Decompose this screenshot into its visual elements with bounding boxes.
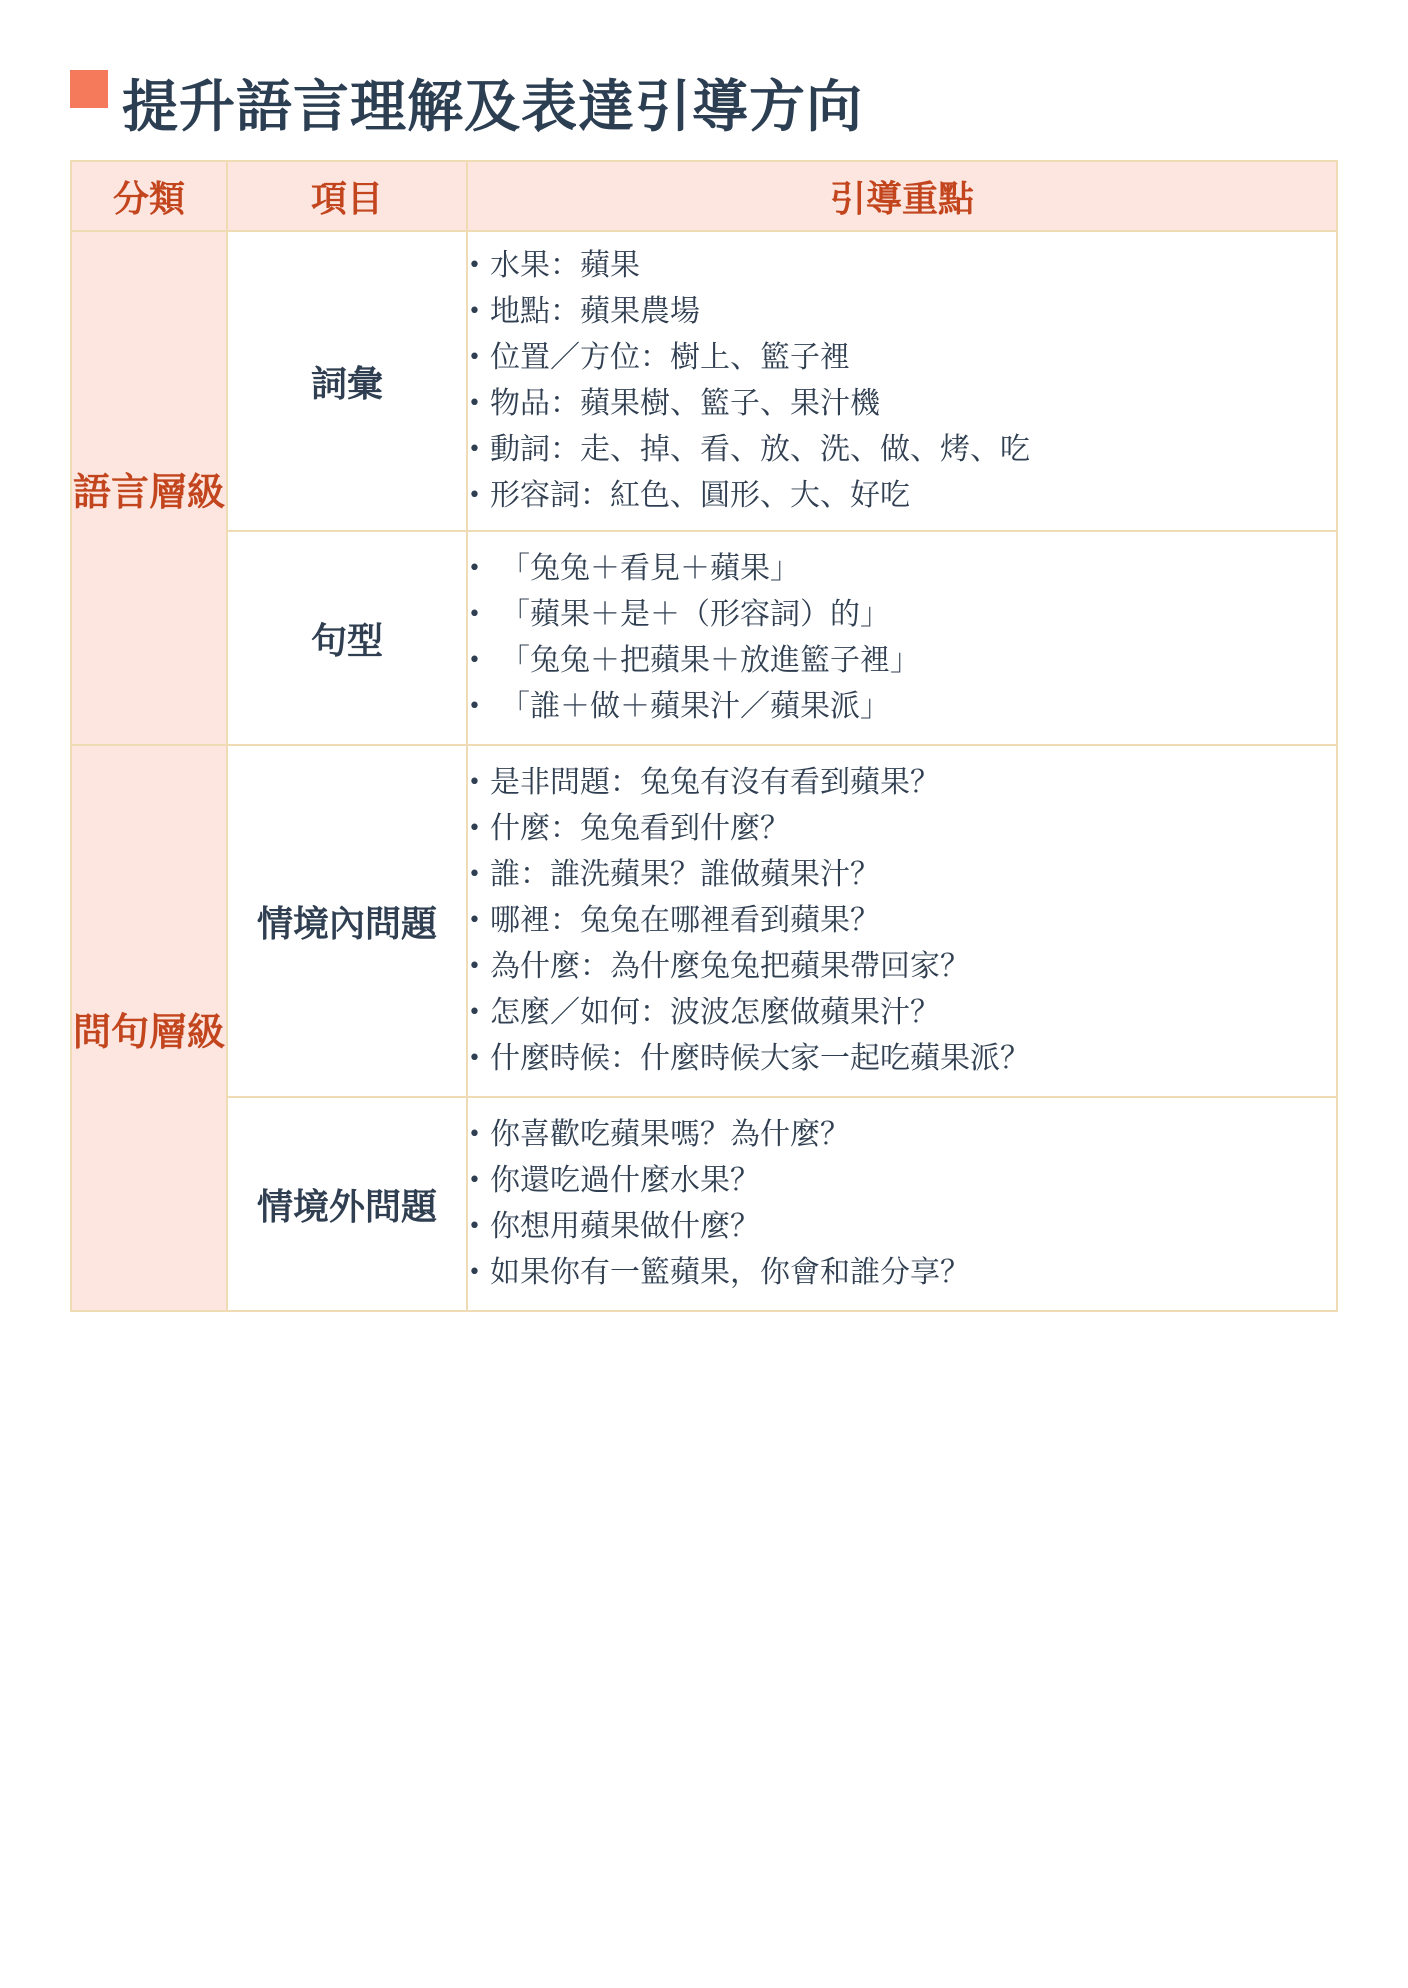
- item-vocabulary: 詞彙: [227, 231, 467, 531]
- point-item: [468, 1112, 1336, 1158]
- guide-table: [70, 160, 1338, 1312]
- bullet-icon: •: [468, 1046, 481, 1071]
- bullet-icon: •: [468, 602, 481, 627]
- point-item: [468, 760, 1336, 806]
- point-text: 什麼時候：什麼時候大家一起吃蘋果派？: [490, 1041, 1030, 1076]
- point-item: [468, 852, 1336, 898]
- title-accent-square: [70, 70, 108, 108]
- point-item: [468, 944, 1336, 990]
- point-item: [468, 990, 1336, 1036]
- point-text: 「蘋果＋是＋（形容詞）的」: [500, 597, 890, 632]
- point-text: 位置／方位：樹上、籃子裡: [490, 340, 850, 375]
- point-item: [468, 684, 1336, 730]
- points-sentence-pattern: [467, 531, 1337, 745]
- bullet-icon: •: [468, 694, 481, 719]
- page-title: 提升語言理解及表達引導方向: [122, 75, 863, 140]
- point-item: [468, 1250, 1336, 1296]
- point-text: 「兔兔＋看見＋蘋果」: [500, 551, 800, 586]
- point-item: [468, 898, 1336, 944]
- point-text: 地點：蘋果農場: [490, 294, 700, 329]
- point-text: 如果你有一籃蘋果，你會和誰分享？: [490, 1255, 970, 1290]
- bullet-icon: •: [468, 770, 481, 795]
- bullet-icon: •: [468, 908, 481, 933]
- header-category: 分類: [71, 161, 227, 231]
- point-text: 什麼：兔兔看到什麼？: [490, 811, 790, 846]
- point-text: 為什麼：為什麼兔兔把蘋果帶回家？: [490, 949, 970, 984]
- point-text: 形容詞：紅色、圓形、大、好吃: [490, 478, 910, 513]
- point-item: [468, 1036, 1336, 1082]
- table-row: [71, 231, 1337, 531]
- table-row: [71, 745, 1337, 1097]
- item-in-context-questions: 情境內問題: [227, 745, 467, 1097]
- bullet-icon: •: [468, 299, 481, 324]
- header-points: 引導重點: [467, 161, 1337, 231]
- point-item: [468, 243, 1336, 289]
- point-text: 你想用蘋果做什麼？: [490, 1209, 760, 1244]
- point-text: 水果：蘋果: [490, 248, 640, 283]
- point-item: [468, 1204, 1336, 1250]
- point-text: 你喜歡吃蘋果嗎？為什麼？: [490, 1117, 850, 1152]
- bullet-icon: •: [468, 648, 481, 673]
- point-item: [468, 473, 1336, 519]
- point-text: 哪裡：兔兔在哪裡看到蘋果？: [490, 903, 880, 938]
- item-out-of-context-questions: 情境外問題: [227, 1097, 467, 1311]
- points-in-context-questions: [467, 745, 1337, 1097]
- bullet-icon: •: [468, 345, 481, 370]
- category-question-level: 問句層級: [71, 745, 227, 1311]
- bullet-icon: •: [468, 556, 481, 581]
- point-text: 「誰＋做＋蘋果汁／蘋果派」: [500, 689, 890, 724]
- bullet-icon: •: [468, 1168, 481, 1193]
- point-item: [468, 289, 1336, 335]
- point-text: 動詞：走、掉、看、放、洗、做、烤、吃: [490, 432, 1030, 467]
- bullet-icon: •: [468, 954, 481, 979]
- point-item: [468, 592, 1336, 638]
- point-text: 怎麼／如何：波波怎麼做蘋果汁？: [490, 995, 940, 1030]
- point-text: 你還吃過什麼水果？: [490, 1163, 760, 1198]
- bullet-icon: •: [468, 253, 481, 278]
- point-item: [468, 1158, 1336, 1204]
- bullet-icon: •: [468, 1000, 481, 1025]
- bullet-icon: •: [468, 1122, 481, 1147]
- point-text: 誰：誰洗蘋果？誰做蘋果汁？: [490, 857, 880, 892]
- bullet-icon: •: [468, 483, 481, 508]
- point-text: 是非問題：兔兔有沒有看到蘋果？: [490, 765, 940, 800]
- item-sentence-pattern: 句型: [227, 531, 467, 745]
- point-item: [468, 381, 1336, 427]
- bullet-icon: •: [468, 1260, 481, 1285]
- bullet-icon: •: [468, 1214, 481, 1239]
- bullet-icon: •: [468, 437, 481, 462]
- table-row: [71, 1097, 1337, 1311]
- point-text: 「兔兔＋把蘋果＋放進籃子裡」: [500, 643, 920, 678]
- point-item: [468, 335, 1336, 381]
- point-item: [468, 806, 1336, 852]
- point-item: [468, 546, 1336, 592]
- bullet-icon: •: [468, 862, 481, 887]
- bullet-icon: •: [468, 816, 481, 841]
- bullet-icon: •: [468, 391, 481, 416]
- point-item: [468, 427, 1336, 473]
- points-vocabulary: [467, 231, 1337, 531]
- point-text: 物品：蘋果樹、籃子、果汁機: [490, 386, 880, 421]
- point-item: [468, 638, 1336, 684]
- points-out-of-context-questions: [467, 1097, 1337, 1311]
- category-language-level: 語言層級: [71, 231, 227, 745]
- table-row: [71, 531, 1337, 745]
- table-header-row: [71, 161, 1337, 231]
- header-item: 項目: [227, 161, 467, 231]
